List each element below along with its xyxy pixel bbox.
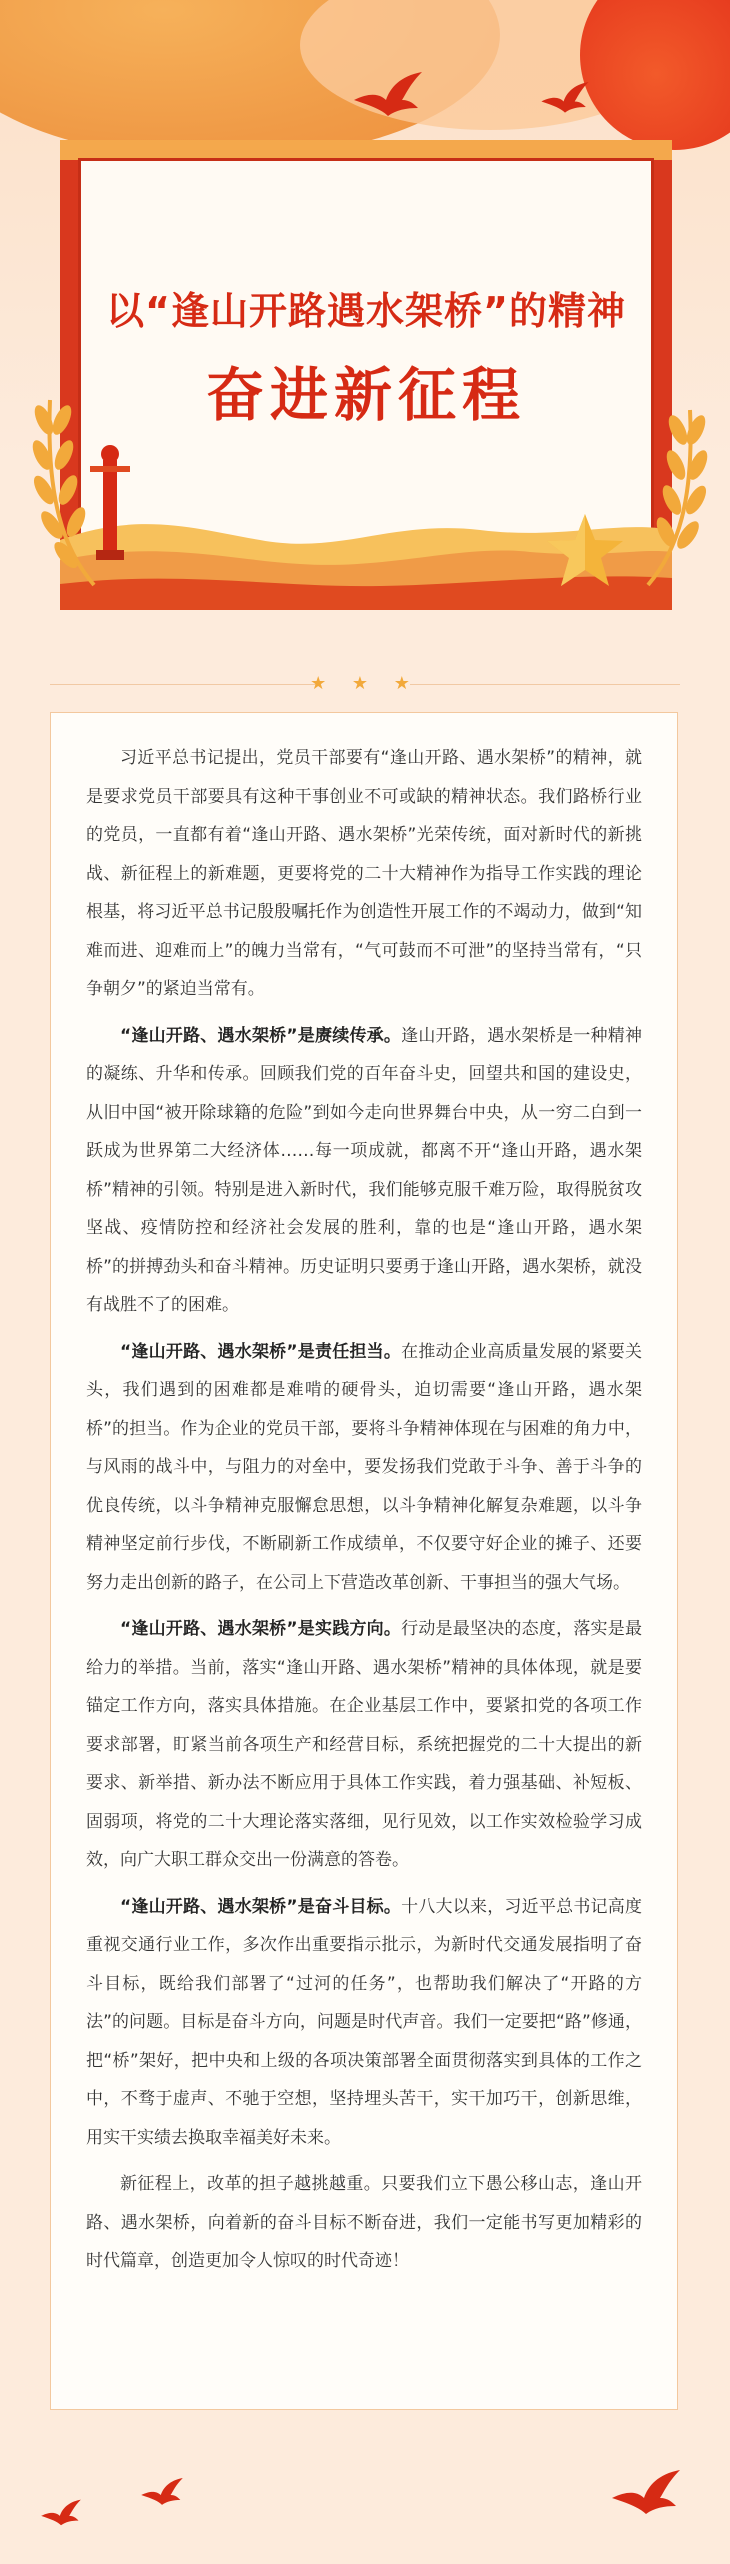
paragraph-2 bbox=[86, 1017, 642, 1325]
paragraph-6 bbox=[86, 2165, 642, 2281]
red-sun-decoration bbox=[580, 0, 730, 150]
dove-icon bbox=[140, 2476, 184, 2508]
paragraph-text: 习近平总书记提出，党员干部要有“逢山开路、遇水架桥”的精神，就是要求党员干部要具有这种干事创业不可或缺的精神状态。我们路桥行业的党员，一直都有着“逢山开路、遇水架桥”光荣传统，面对新时代的新挑战、新征程上的新难题，更要将党的二十大精神作为指导工作实践的理论根基，将习近平总书记殷殷嘱托作为创造性开展工作的不竭动力，做到“知难而进、迎难而上”的魄力当常有，“气可鼓而不可泄”的坚持当常有，“只争朝夕”的紧迫当常有。 bbox=[86, 748, 642, 999]
dove-icon bbox=[352, 70, 424, 120]
article-panel bbox=[50, 712, 678, 2410]
gold-star-icon bbox=[545, 512, 625, 588]
paragraph-5 bbox=[86, 1888, 642, 2158]
paragraph-text: 在推动企业高质量发展的紧要关头，我们遇到的困难都是难啃的硬骨头，迫切需要“逢山开路，遇水架桥”的担当。作为企业的党员干部，要将斗争精神体现在与困难的角力中，与风雨的战斗中，与阻力的对垒中，要发扬我们党敢于斗争、善于斗争的优良传统，以斗争精神克服懈怠思想，以斗争精神化解复杂难题，以斗争精神坚定前行步伐，不断刷新工作成绩单，不仅要守好企业的摊子、还要努力走出创新的路子，在公司上下营造改革创新、干事担当的强大气场。 bbox=[86, 1341, 642, 1593]
section-divider bbox=[50, 675, 680, 695]
wheat-icon bbox=[24, 380, 114, 590]
page-title: 以“逢山开路遇水架桥”的精神 bbox=[106, 289, 626, 333]
paragraph-lead: “逢山开路、遇水架桥”是责任担当。 bbox=[120, 1341, 402, 1362]
paragraph-text: 行动是最坚决的态度，落实是最给力的举措。当前，落实“逢山开路、遇水架桥”精神的具体体现，就是要锚定工作方向，落实具体措施。在企业基层工作中，要紧扣党的各项工作要求部署，盯紧当前各项生产和经营目标，系统把握党的二十大提出的新要求、新举措、新办法不断应用于具体工作实践，着力强基础、补短板、固弱项，将党的二十大理论落实落细，见行见效，以工作实效检验学习成效，向广大职工群众交出一份满意的答卷。 bbox=[86, 1619, 642, 1870]
paragraph-lead: “逢山开路、遇水架桥”是实践方向。 bbox=[120, 1619, 402, 1639]
dove-icon bbox=[40, 2498, 82, 2528]
paragraph-text: 十八大以来，习近平总书记高度重视交通行业工作，多次作出重要指示批示，为新时代交通发展指明了奋斗目标，既给我们部署了“过河的任务”，也帮助我们解决了“开路的方法”的问题。目标是奋斗方向，问题是时代声音。我们一定要把“路”修通，把“桥”架好，把中央和上级的各项决策部署全面贯彻落实到具体的工作之中，不骛于虚声、不驰于空想，坚持埋头苦干，实干加巧干，创新思维，用实干实绩去换取幸福美好未来。 bbox=[86, 1896, 642, 2148]
divider-stars: ★ ★ ★ bbox=[310, 673, 420, 694]
paragraph-lead: “逢山开路、遇水架桥”是赓续传承。 bbox=[120, 1025, 402, 1046]
paragraph-4 bbox=[86, 1610, 642, 1880]
paragraph-text: 逢山开路，遇水架桥是一种精神的凝练、升华和传承。回顾我们党的百年奋斗史，回望共和国的建设史，从旧中国“被开除球籍的危险”到如今走向世界舞台中央，从一穷二白到一跃成为世界第二大经济体……每一项成就，都离不开“逢山开路，遇水架桥”精神的引领。特别是进入新时代，我们能够克服千难万险，取得脱贫攻坚战、疫情防控和经济社会发展的胜利，靠的也是“逢山开路，遇水架桥”的拼搏劲头和奋斗精神。历史证明只要勇于逢山开路，遇水架桥，就没有战胜不了的困难。 bbox=[86, 1025, 642, 1315]
wheat-icon bbox=[628, 390, 718, 590]
dove-icon bbox=[540, 80, 590, 116]
dove-icon bbox=[610, 2468, 682, 2518]
page-subtitle: 奋进新征程 bbox=[205, 361, 526, 429]
paragraph-lead: “逢山开路、遇水架桥”是奋斗目标。 bbox=[120, 1896, 402, 1917]
paragraph-text: 新征程上，改革的担子越挑越重。只要我们立下愚公移山志，逢山开路、遇水架桥，向着新的奋斗目标不断奋进，我们一定能书写更加精彩的时代篇章，创造更加令人惊叹的时代奇迹！ bbox=[86, 2174, 642, 2271]
title-board-top-edge bbox=[60, 140, 672, 160]
paragraph-3 bbox=[86, 1333, 642, 1603]
paragraph-1 bbox=[86, 739, 642, 1009]
